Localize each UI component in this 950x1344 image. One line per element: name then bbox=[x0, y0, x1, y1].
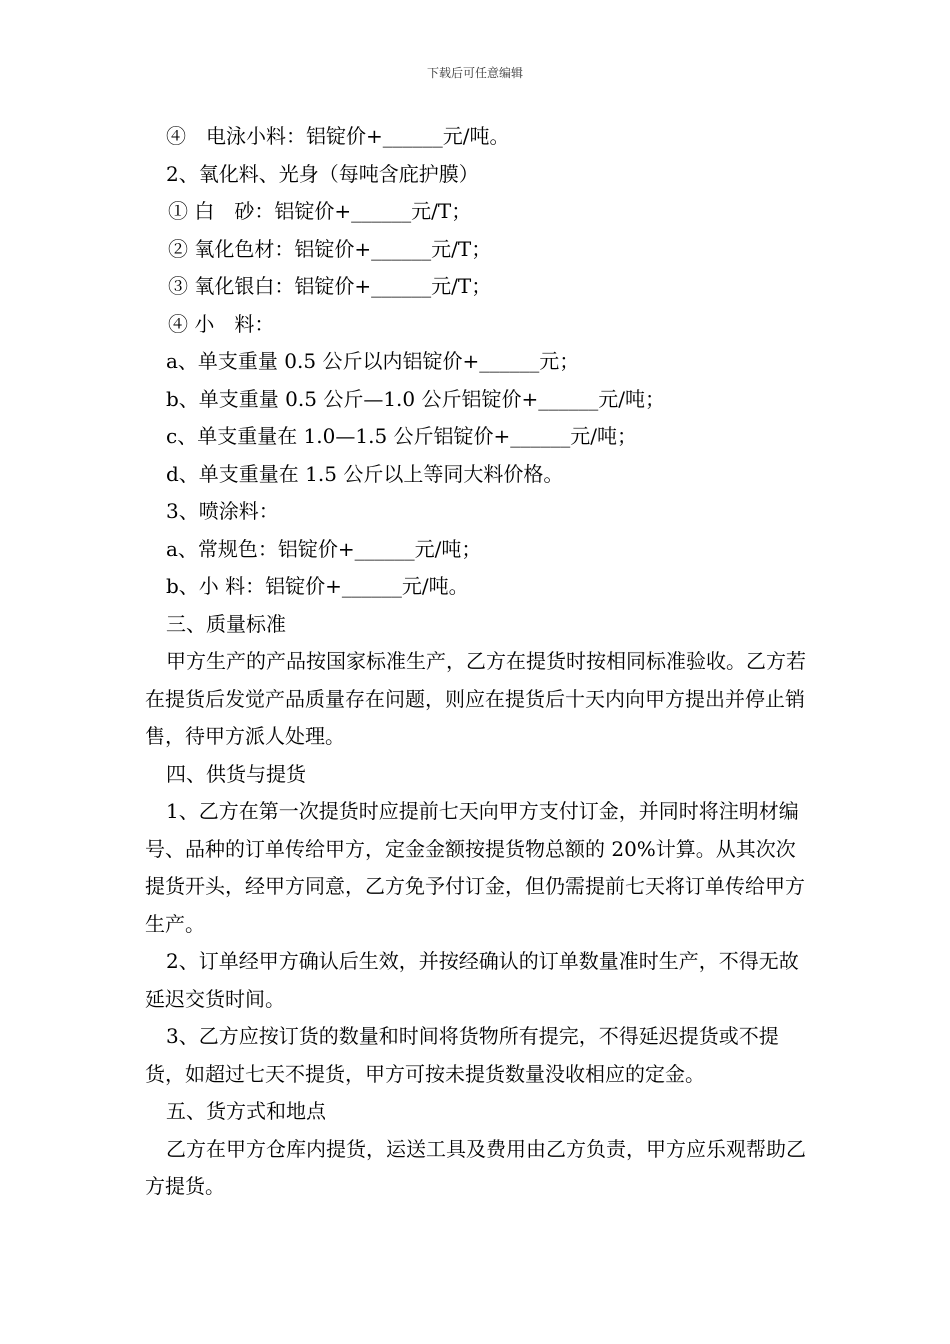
item-weight-b: b、单支重量 0.5 公斤—1.0 公斤铝锭价+______元/吨； bbox=[166, 386, 665, 411]
section-quality-heading: 三、质量标准 bbox=[166, 611, 286, 636]
supply-paragraph-3: 3、乙方应按订货的数量和时间将货物所有提完，不得延迟提货或不提货，如超过七天不提货，甲方可按未提货数量没收相应的定金。 bbox=[145, 1024, 779, 1086]
item-weight-a: a、单支重量 0.5 公斤以内铝锭价+______元； bbox=[166, 349, 580, 373]
page-header: 下载后可任意编辑 bbox=[426, 66, 523, 80]
item-white-sand: ① 白 砂：铝锭价+______元/T； bbox=[168, 199, 472, 223]
item-oxidized-color: ② 氧化色材：铝锭价+______元/T； bbox=[168, 236, 492, 261]
supply-paragraph-2: 2、订单经甲方确认后生效，并按经确认的订单数量准时生产，不得无故延迟交货时间。 bbox=[145, 949, 799, 1011]
item-weight-d: d、单支重量在 1.5 公斤以上等同大料价格。 bbox=[166, 461, 564, 486]
quality-paragraph: 甲方生产的产品按国家标准生产，乙方在提货时按相同标准验收。乙方若在提货后发觉产品质量存在问题，则应在提货后十天内向甲方提出并停止销售，待甲方派人处理。 bbox=[145, 649, 806, 748]
item-oxidized-silver: ③ 氧化银白：铝锭价+______元/T； bbox=[168, 274, 492, 298]
item-electrophoresis-small: ④ 电泳小料：铝锭价+______元/吨。 bbox=[166, 124, 510, 148]
document-body bbox=[145, 118, 813, 1206]
item-spray-small: b、小 料：铝锭价+______元/吨。 bbox=[166, 574, 469, 598]
delivery-paragraph: 乙方在甲方仓库内提货，运送工具及费用由乙方负责，甲方应乐观帮助乙方提货。 bbox=[145, 1136, 806, 1198]
item-small-material: ④ 小 料： bbox=[168, 311, 275, 336]
section-spray-heading: 3、喷涂料： bbox=[166, 499, 279, 523]
item-weight-c: c、单支重量在 1.0—1.5 公斤铝锭价+______元/吨； bbox=[166, 424, 638, 448]
supply-paragraph-1: 1、乙方在第一次提货时应提前七天向甲方支付订金，并同时将注明材编号、品种的订单传给甲方，定金金额按提货物总额的 20%计算。从其次次提货开头，经甲方同意，乙方免予付订金，但仍需提前七天将订单传给甲方生产。 bbox=[145, 799, 805, 936]
section-supply-heading: 四、供货与提货 bbox=[166, 761, 306, 786]
item-spray-regular: a、常规色：铝锭价+______元/吨； bbox=[166, 536, 482, 561]
section-delivery-heading: 五、货方式和地点 bbox=[166, 1099, 326, 1123]
section-oxidized-heading: 2、氧化料、光身（每吨含庇护膜） bbox=[166, 161, 479, 186]
